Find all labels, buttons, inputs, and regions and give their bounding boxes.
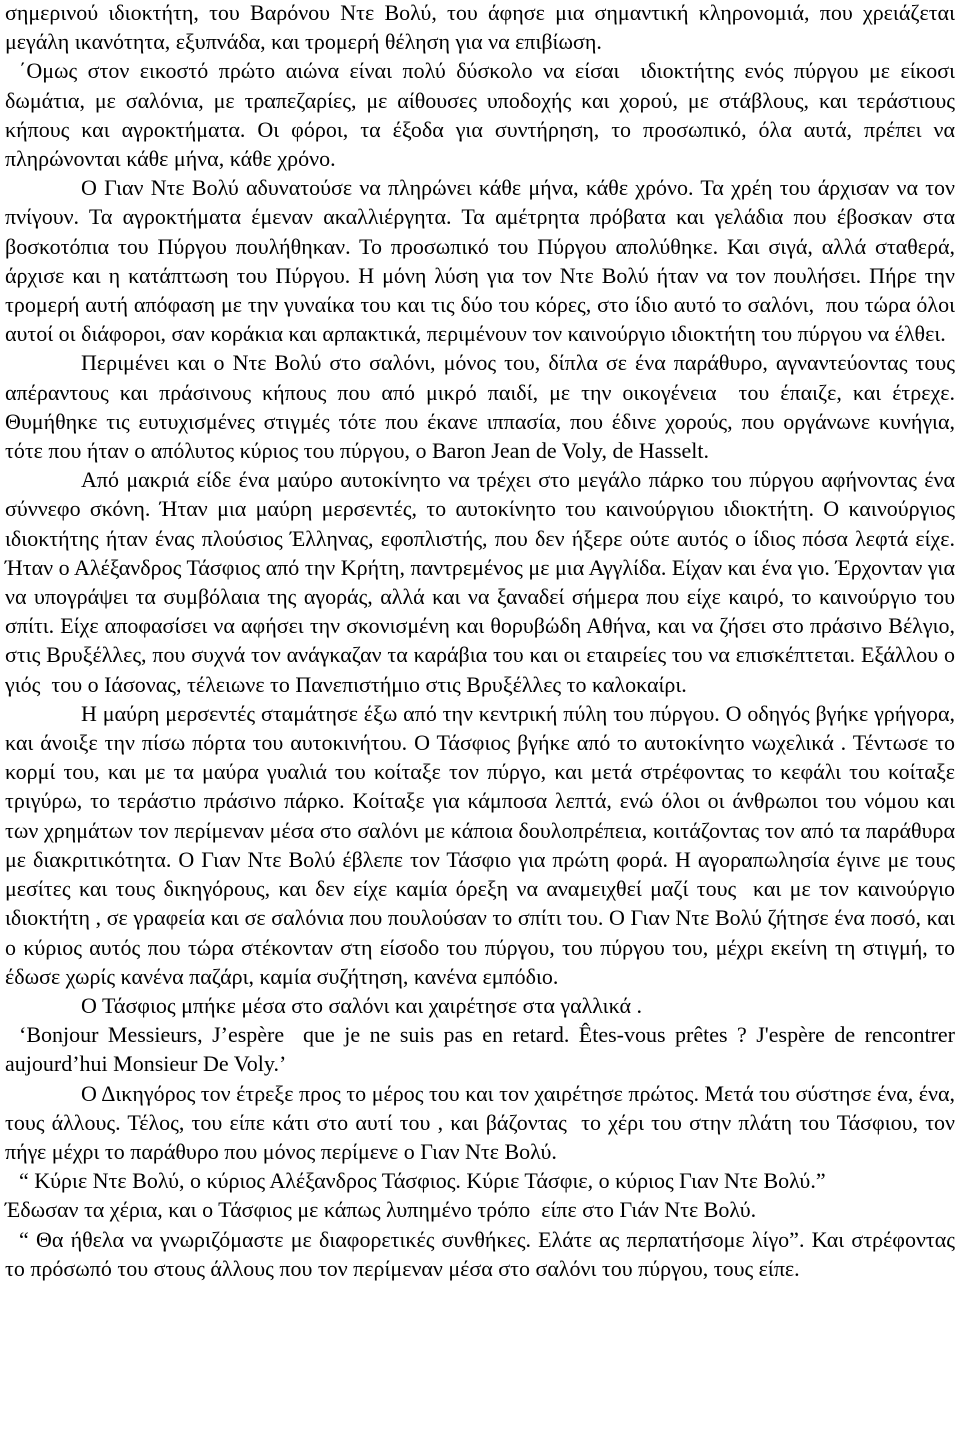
paragraph-french-quote: ‘Bonjour Messieurs, J’espère que je ne suis pas en retard. Êtes-vous prêtes ? J'espère de rencontrer aujourd’hui Monsieur De Voly.’ bbox=[5, 1022, 960, 1077]
paragraph-greeting: Ο Τάσφιος μπήκε μέσα στο σαλόνι και χαιρέτησε στα γαλλικά . bbox=[81, 992, 642, 1018]
paragraph-arrival: Η μαύρη μερσεντές σταμάτησε έξω από την κεντρική πύλη του πύργου. Ο οδηγός βγήκε γρήγορα, και άνοιξε την πίσω πόρτα του αυτοκινήτου. Ο Τάσφιος βγήκε από το αυτοκίνητο νωχελικά . Τέντωσε το κορμί του, και με τα μαύρα γυαλιά του κοίταξε τον πύργο, και μετά στρέφοντας το κεφάλι του κοίταξε τριγύρω, το τεράστιο πράσινο πάρκο. Κοίταξε για κάμποσα λεπτά, ενώ όλοι οι άνθρωποι του νόμου και των χρημάτων τον περίμεναν μέσα στο σαλόνι με κάποια δουλοπρέπεια, κοιτάζοντας τον από τα παράθυρα με διακριτικότητα. Ο Γιαν Ντε Βολύ έβλεπε τον Τάσφιο για πρώτη φορά. Η αγοραπωλησία έγινε με τους μεσίτες και τους δικηγόρους, και δεν είχε καμία όρεξη να αναμειχθεί μαζί τους και με τον καινούργιο ιδιοκτήτη , σε γραφεία και σε σαλόνια που πουλούσαν το σπίτι του. Ο Γιαν Ντε Βολύ ζήτησε ένα ποσό, και ο κύριος αυτός που τώρα στέκονταν στη είσοδο του πύργου, του πύργου του, μέχρι εκείνη τη στιγμή, το έδωσε χωρίς κανένα παζάρι, καμία συζήτηση, κανένα εμπόδιο. bbox=[5, 700, 960, 989]
document-body bbox=[5, 0, 960, 1283]
paragraph-lawyer: Ο Δικηγόρος τον έτρεξε προς το μέρος του και τον χαιρέτησε πρώτος. Μετά του σύστησε ένα, ένα, τους άλλους. Τέλος, του είπε κάτι στο αυτί του , και βάζοντας το χέρι του στην πλάτη του Τάσφιου, τον πήγε μέχρι το παράθυρο που μόνος περίμενε ο Γιαν Ντε Βολύ. bbox=[5, 1080, 960, 1164]
paragraph-castle-costs: ΄Ομως στον εικοστό πρώτο αιώνα είναι πολύ δύσκολο να είσαι ιδιοκτήτης ενός πύργου με είκοσι δωμάτια, με σαλόνια, με τραπεζαρίες, με αίθουσες υποδοχής και χορού, με στάβλους, και τεράστιους κήπους και αγροκτήματα. Οι φόροι, τα έξοδα για συντήρηση, το προσωπικό, όλα αυτά, πρέπει να πληρώνονται κάθε μήνα, κάθε χρόνο. bbox=[5, 58, 960, 172]
paragraph-continuation: σημερινού ιδιοκτήτη, του Βαρόνου Ντε Βολύ, του άφησε μια σημαντική κληρονομιά, που χρειάζεται μεγάλη ικανότητα, εξυπνάδα, και τρομερή θέληση για να επιβίωση. bbox=[5, 0, 960, 55]
paragraph-debts: Ο Γιαν Ντε Βολύ αδυνατούσε να πληρώνει κάθε μήνα, κάθε χρόνο. Τα χρέη του άρχισαν να τον πνίγουν. Τα αγροκτήματα έμεναν ακαλλιέργητα. Τα αμέτρητα πρόβατα και γελάδια που έβοσκαν στα βοσκοτόπια του Πύργου πουλήθηκαν. Το προσωπικό του Πύργου απολύθηκε. Και σιγά, αλλά σταθερά, άρχισε και η κατάπτωση του Πύργου. Η μόνη λύση για τον Ντε Βολύ ήταν να τον πουλήσει. Πήρε την τρομερή αυτή απόφαση με την γυναίκα του και τις δύο του κόρες, στο ίδιο αυτό το σαλόνι, που τώρα όλοι αυτοί οι διάφοροι, σαν κοράκια και αρπακτικά, περιμένουν τον καινούργιο ιδιοκτήτη του πύργου να έλθει. bbox=[5, 175, 960, 347]
paragraph-black-car: Από μακριά είδε ένα μαύρο αυτοκίνητο να τρέχει στο μεγάλο πάρκο του πύργου αφήνοντας ένα σύννεφο σκόνη. Ήταν μια μαύρη μερσεντές, το αυτοκίνητο του καινούργιου ιδιοκτήτη. Ο καινούργιος ιδιοκτήτης ήταν ένας πλούσιος Έλληνας, εφοπλιστής, που δεν ήξερε ούτε αυτός ο ίδιος πόσα λεφτά είχε. Ήταν ο Αλέξανδρος Τάσφιος από την Κρήτη, παντρεμένος με μια Αγγλίδα. Είχαν και ένα γιο. Έρχονταν για να υπογράψει τα συμβόλαια της αγοράς, αλλά και να ξαναδεί σήμερα που είχε καιρό, το καινούργιο του σπίτι. Είχε αποφασίσει να αφήσει την σκονισμένη και θορυβώδη Αθήνα, και να ζήσει στο πράσινο Βέλγιο, στις Βρυξέλλες, που συχνά τον ανάγκαζαν τα καράβια του και οι εταιρείες του να επισκέπτεται. Εξάλλου ο γιός του ο Ιάσονας, τέλειωνε το Πανεπιστήμιο στις Βρυξέλλες το καλοκαίρι. bbox=[5, 467, 960, 697]
paragraph-waiting-window: Περιμένει και ο Ντε Βολύ στο σαλόνι, μόνος του, δίπλα σε ένα παράθυρο, αγναντεύοντας τους απέραντους και πράσινους κήπους που από μικρό παιδί, με την οικογένεια του έπαιζε, και έτρεχε. Θυμήθηκε τις ευτυχισμένες στιγμές τότε που έκανε ιππασία, που έδινε χορούς, που οργάνωνε κυνήγια, τότε που ήταν ο απόλυτος κύριος του πύργου, ο Baron Jean de Voly, de Hasselt. bbox=[5, 350, 960, 464]
paragraph-handshake: Έδωσαν τα χέρια, και ο Τάσφιος με κάπως λυπημένο τρόπο είπε στο Γιάν Ντε Βολύ. bbox=[5, 1197, 757, 1223]
paragraph-walk-quote: “ Θα ήθελα να γνωριζόμαστε με διαφορετικές συνθήκες. Ελάτε ας περπατήσομε λίγο”. Και στρέφοντας το πρόσωπό του στους άλλους που τον περίμεναν μέσα στο σαλόνι του πύργου, τους είπε. bbox=[5, 1226, 960, 1281]
paragraph-introduction-quote: “ Κύριε Ντε Βολύ, ο κύριος Αλέξανδρος Τάσφιος. Κύριε Τάσφιε, ο κύριος Γιαν Ντε Βολύ.” bbox=[19, 1168, 826, 1194]
